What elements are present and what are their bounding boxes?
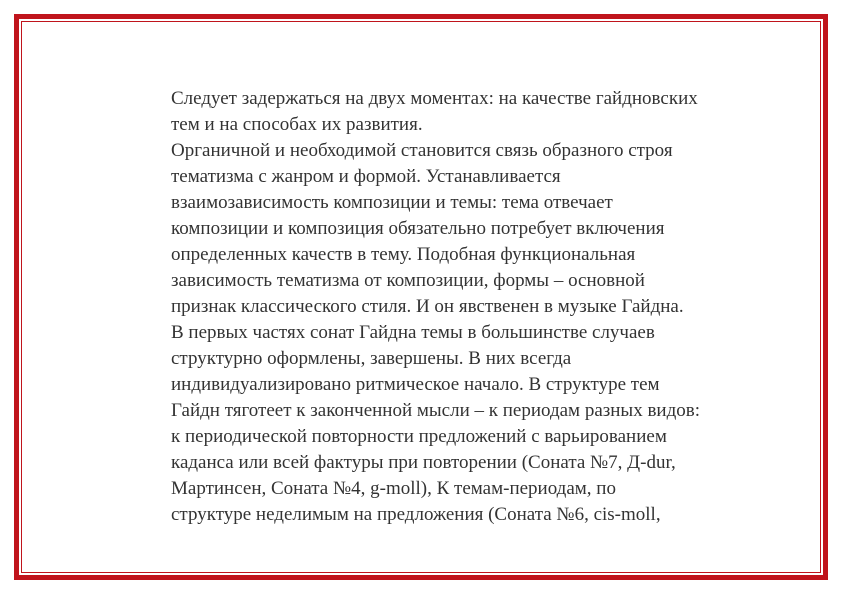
- text-line: структурно оформлены, завершены. В них всегда: [171, 348, 572, 369]
- body-text: [171, 86, 811, 528]
- text-line: тематизма с жанром и формой. Устанавливается: [171, 166, 561, 187]
- text-line: Органичной и необходимой становится связь образного строя: [171, 140, 673, 161]
- text-line: Мартинсен, Соната №4, g-moll), К темам-периодам, по: [171, 478, 616, 499]
- text-line: зависимость тематизма от композиции, формы – основной: [171, 270, 645, 291]
- text-line: признак классического стиля. И он явственен в музыке Гайдна.: [171, 296, 684, 317]
- text-line: индивидуализировано ритмическое начало. В структуре тем: [171, 374, 660, 395]
- text-line: композиции и композиция обязательно потребует включения: [171, 218, 665, 239]
- text-line: Следует задержаться на двух моментах: на качестве гайдновских: [171, 88, 698, 109]
- text-line: каданса или всей фактуры при повторении (Соната №7, Д-dur,: [171, 452, 676, 473]
- text-line: В первых частях сонат Гайдна темы в большинстве случаев: [171, 322, 655, 343]
- text-line: взаимозависимость композиции и темы: тема отвечает: [171, 192, 613, 213]
- text-line: Гайдн тяготеет к законченной мысли – к периодам разных видов:: [171, 400, 701, 421]
- text-line: тем и на способах их развития.: [171, 114, 423, 135]
- text-line: структуре неделимым на предложения (Соната №6, cis-moll,: [171, 504, 661, 525]
- text-line: определенных качеств в тему. Подобная функциональная: [171, 244, 636, 265]
- text-line: к периодической повторности предложений с варьированием: [171, 426, 667, 447]
